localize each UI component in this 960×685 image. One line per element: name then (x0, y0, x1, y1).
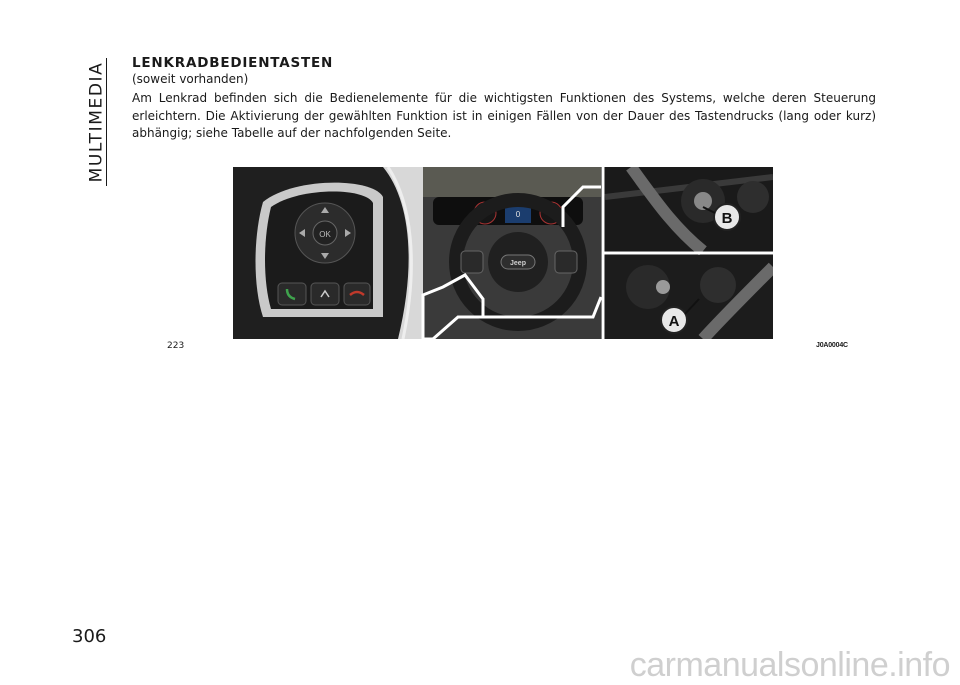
detail-panel-b (605, 167, 773, 251)
section-subheading: (soweit vorhanden) (132, 72, 249, 86)
control-pad-panel (233, 167, 423, 339)
jeep-logo: Jeep (510, 260, 526, 267)
steering-wheel-figure (233, 167, 773, 339)
body-paragraph: Am Lenkrad befinden sich die Bedienelemente für die wichtigsten Funktionen des Systems, welche deren Steuerung erleichtern. Die Aktivierung der gewählten Funktion ist in einigen Fällen von der Dauer des Tastendrucks (lang oder kurz) abhängig; siehe Tabelle auf der nachfolgenden Seite. (132, 91, 876, 140)
ok-button-label: OK (319, 230, 331, 239)
section-tab-rule (106, 58, 107, 186)
callout-b-label: B (721, 210, 733, 227)
figure-code: J0A0004C (816, 342, 848, 349)
page-number: 306 (72, 626, 107, 647)
section-tab (84, 58, 106, 186)
section-heading: LENKRADBEDIENTASTEN (132, 55, 334, 71)
figure-number: 223 (167, 341, 185, 351)
speed-readout: 0 (515, 210, 521, 219)
dashboard-panel (423, 167, 601, 339)
detail-panel-a (605, 255, 773, 339)
watermark: carmanualsonline.info (629, 646, 950, 684)
section-tab-label: MULTIMEDIA (86, 61, 107, 183)
callout-a-label: A (668, 313, 680, 330)
